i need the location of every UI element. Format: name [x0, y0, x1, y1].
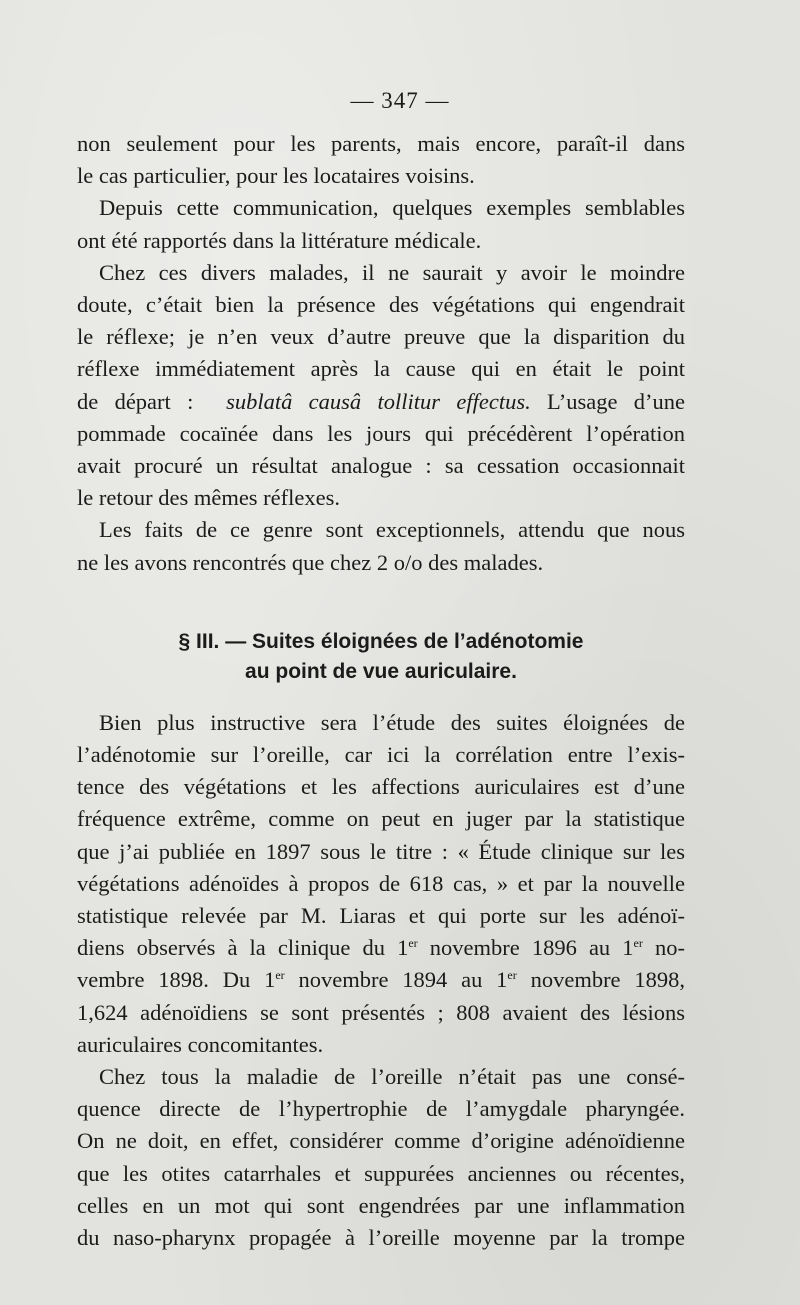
text-line: Bien plus instructive sera l’étude des suites éloignées de: [99, 709, 685, 735]
superscript: er: [507, 968, 517, 983]
text-line-mixed: [77, 386, 685, 418]
text-line: du naso-pharynx propagée à l’oreille moyenne par la trompe: [77, 1225, 685, 1251]
text-line: l’adénotomie sur l’oreille, car ici la corrélation entre l’exis-: [77, 742, 685, 768]
text-line: que les otites catarrhales et suppurées anciennes ou récentes,: [77, 1160, 685, 1186]
latin-quote: sublatâ causâ tollitur effectus.: [226, 388, 531, 414]
text-line: ne les avons rencontrés que chez 2 o/o des malades.: [77, 549, 544, 575]
text-line: Depuis cette communication, quelques exemples semblables: [99, 195, 685, 221]
text-line: non seulement pour les parents, mais encore, paraît-il dans: [77, 131, 685, 156]
text-line: Les faits de ce genre sont exceptionnels, attendu que nous: [99, 517, 685, 543]
paragraph: [77, 128, 685, 192]
section-heading-line-2: au point de vue auriculaire.: [245, 659, 517, 683]
text-line-mixed: [77, 932, 685, 964]
text-fragment: L’usage d’une: [547, 388, 686, 414]
text-line: fréquence extrême, comme on peut en juger par la statistique: [77, 806, 685, 832]
body-text: [77, 128, 685, 1254]
text-line: le cas particulier, pour les locataires voisins.: [77, 163, 475, 189]
text-line: statistique relevée par M. Liaras et qui porte sur les adénoï-: [77, 903, 685, 929]
text-line: Chez tous la maladie de l’oreille n’était pas une consé-: [99, 1064, 685, 1090]
text-line: doute, c’était bien la présence des végétations qui engendrait: [77, 292, 685, 318]
paragraph: [77, 707, 685, 1061]
text-fragment: novembre 1898,: [516, 967, 685, 993]
text-line: ont été rapportés dans la littérature médicale.: [77, 227, 482, 253]
superscript: er: [275, 968, 285, 983]
section-heading-line-1: § III. — Suites éloignées de l’adénotomie: [178, 629, 584, 653]
text-line: celles en un mot qui sont engendrées par une inflammation: [77, 1192, 685, 1218]
text-line: le réflexe; je n’en veux d’autre preuve que la disparition du: [77, 324, 685, 350]
text-line: Chez ces divers malades, il ne saurait y avoir le moindre: [99, 259, 685, 285]
text-fragment: vembre 1898. Du 1: [77, 967, 276, 993]
text-line: avait procuré un résultat analogue : sa cessation occasionnait: [77, 453, 685, 479]
text-line: que j’ai publiée en 1897 sous le titre : « Étude clinique sur les: [77, 838, 685, 864]
text-fragment: diens observés à la clinique du 1: [77, 935, 409, 961]
superscript: er: [408, 936, 418, 951]
text-line: le retour des mêmes réflexes.: [77, 485, 341, 511]
page-number: — 347 —: [350, 88, 450, 113]
text-fragment: novembre 1894 au 1: [284, 967, 508, 993]
text-fragment: novembre 1896 au 1: [417, 935, 634, 961]
text-line: auriculaires concomitantes.: [77, 1031, 324, 1057]
text-line-mixed: [77, 964, 685, 996]
text-line: 1,624 adénoïdiens se sont présentés ; 808 avaient des lésions: [77, 999, 685, 1025]
text-line: réflexe immédiatement après la cause qui en était le point: [77, 356, 685, 382]
text-line: quence directe de l’hypertrophie de l’amygdale pharyngée.: [77, 1096, 685, 1122]
text-line: pommade cocaïnée dans les jours qui précédèrent l’opération: [77, 420, 685, 446]
superscript: er: [633, 936, 643, 951]
paragraph: [77, 192, 685, 256]
text-fragment: de départ :: [77, 388, 194, 414]
text-line: tence des végétations et les affections auriculaires est d’une: [77, 774, 685, 800]
text-fragment: no-: [642, 935, 685, 961]
paragraph: [77, 1061, 685, 1254]
text-line: végétations adénoïdes à propos de 618 cas, » et par la nouvelle: [77, 870, 685, 896]
paragraph: [77, 257, 685, 515]
text-line: On ne doit, en effet, considérer comme d’origine adénoïdienne: [77, 1128, 685, 1154]
paragraph: [77, 514, 685, 578]
